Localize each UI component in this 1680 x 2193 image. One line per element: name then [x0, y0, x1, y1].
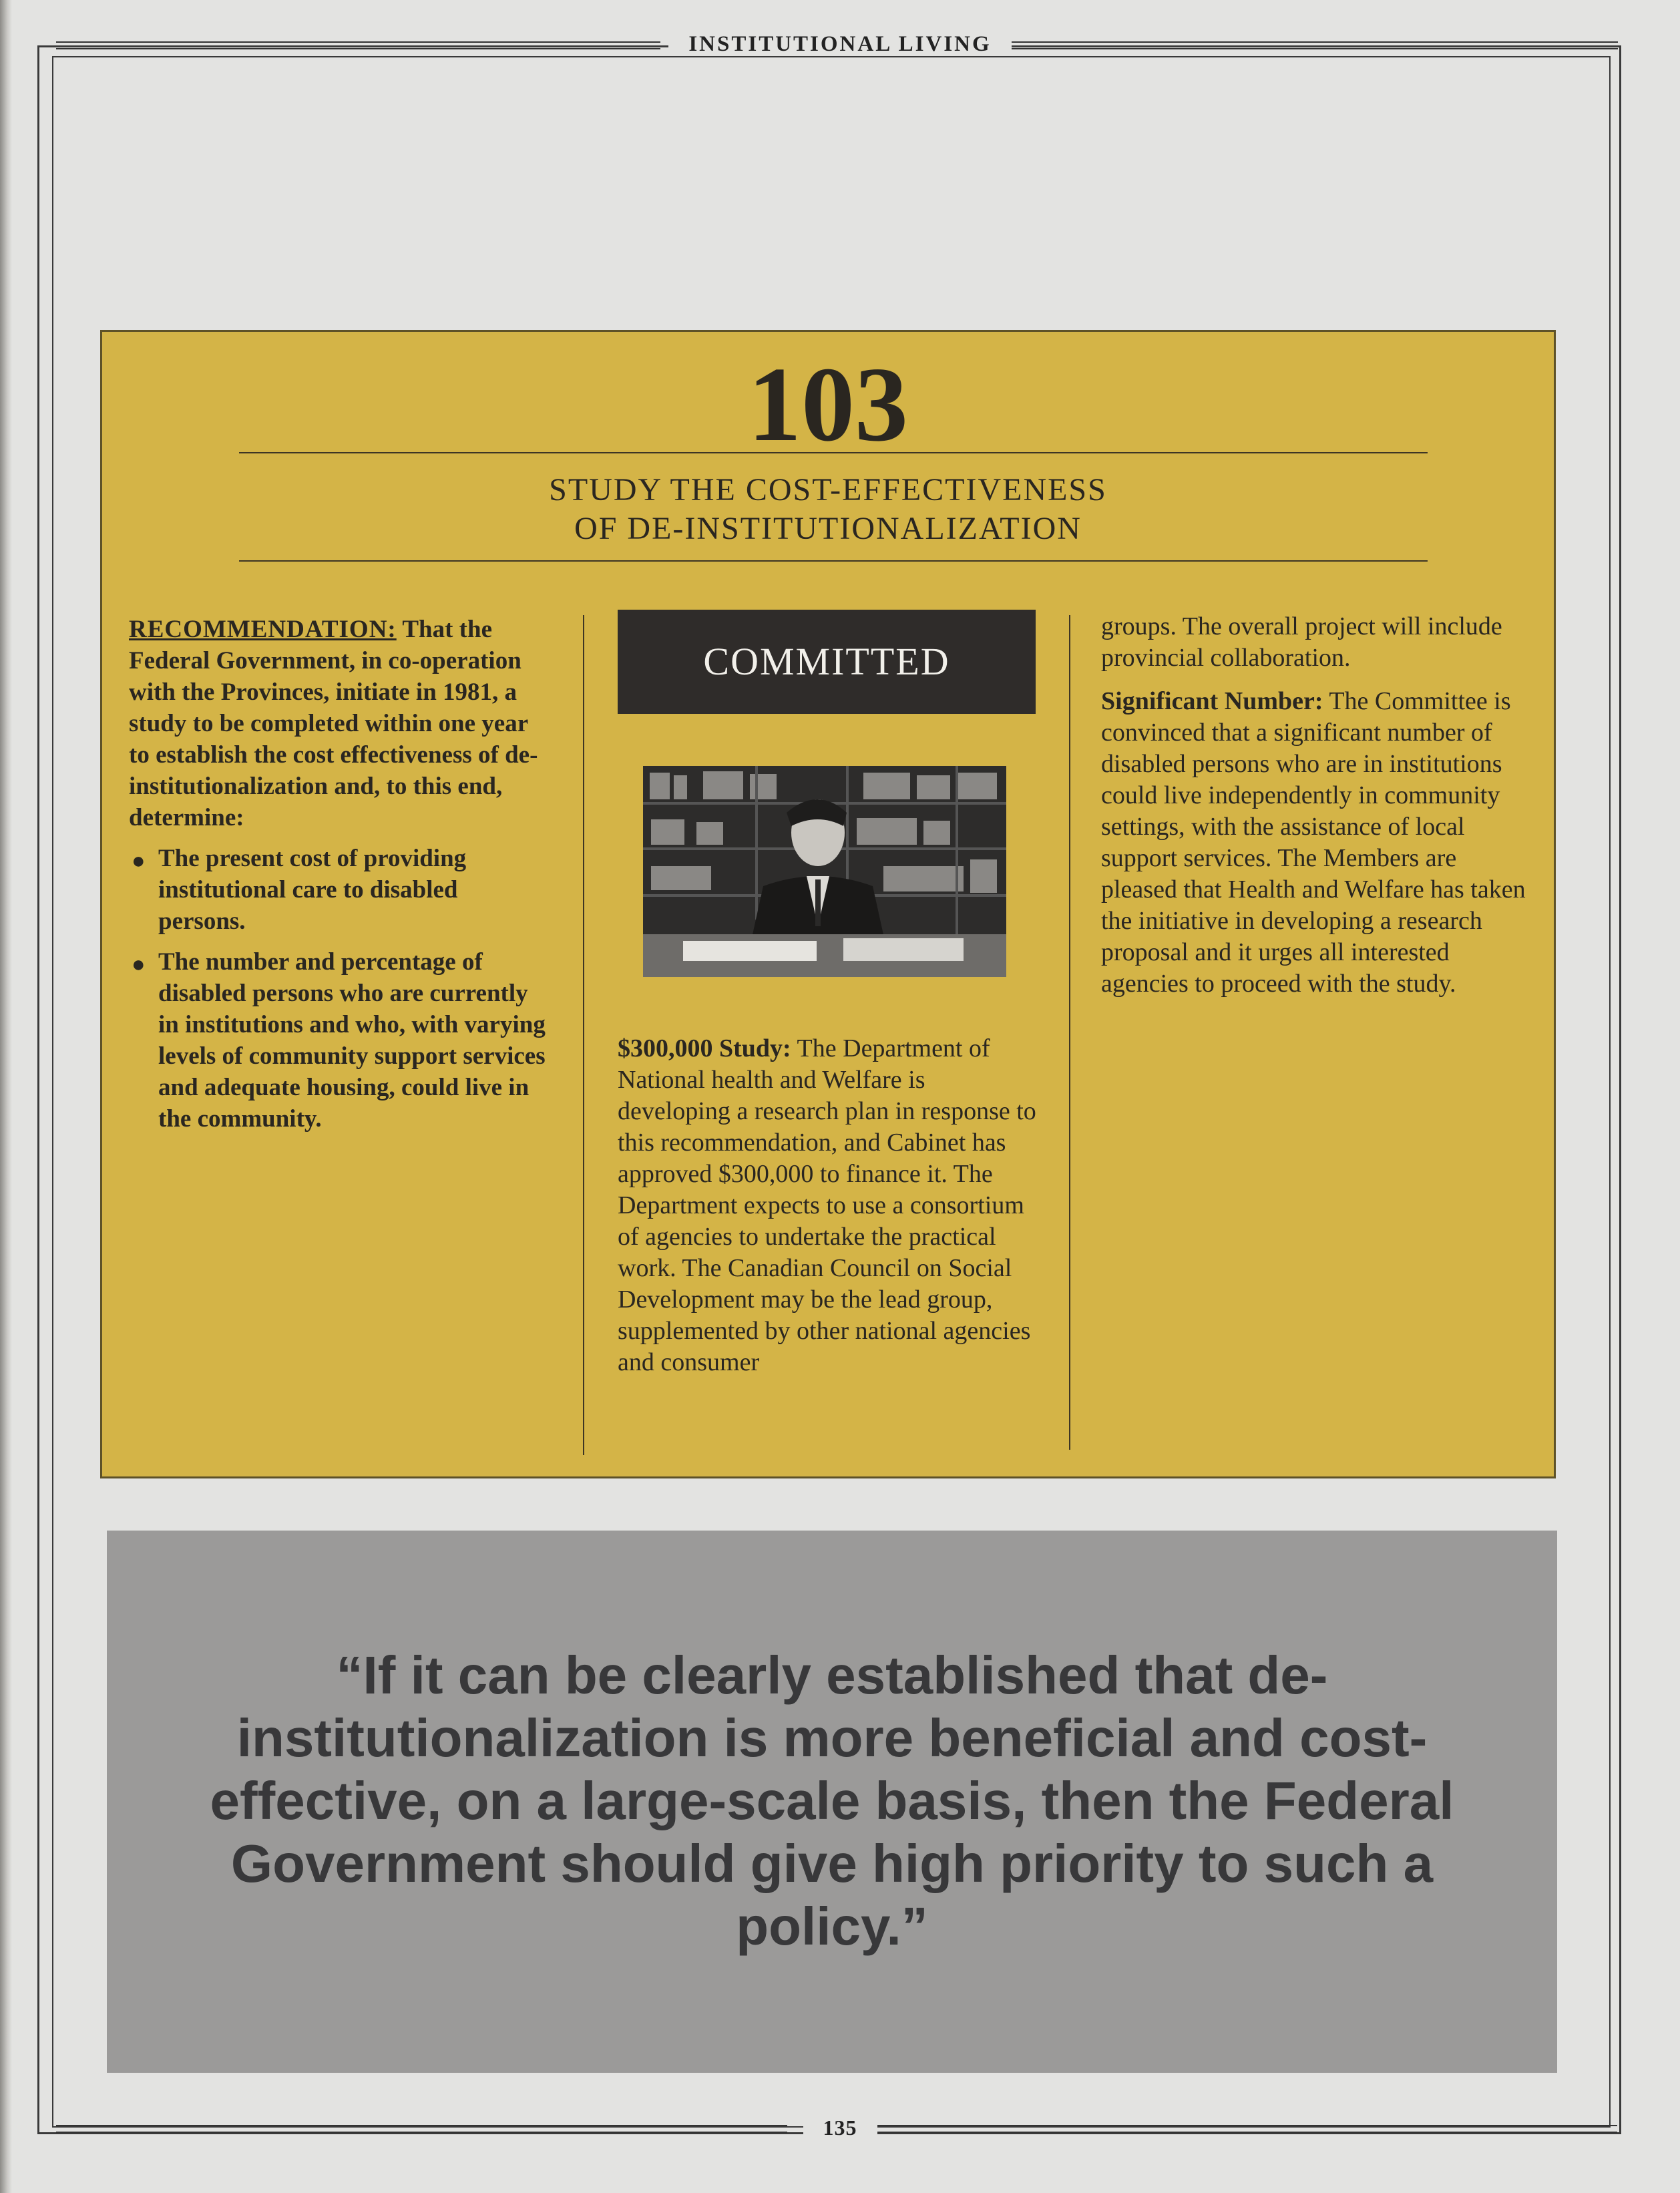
pull-quote-box [107, 1531, 1557, 2073]
running-head [0, 32, 1680, 57]
column-divider-left [583, 615, 584, 1455]
response-para1-continued: groups. The overall project will include provincial collaboration. [1101, 612, 1502, 672]
recommendation-text-column [129, 614, 551, 1144]
title-rule-bottom [239, 560, 1428, 562]
recommendation-lead: RECOMMENDATION: [129, 616, 397, 643]
recommendation-panel [100, 330, 1556, 1478]
response-column-middle [618, 1033, 1038, 1390]
title-rule-top [239, 452, 1428, 453]
list-item [129, 946, 551, 1135]
page-edge-shadow [0, 0, 12, 2193]
recommendation-body: That the Federal Government, in co-operation with the Provinces, initiate in 1981, a study to be completed within one year to establish the cost effectiveness of de-institutionalization and, to this end, determine: [129, 616, 538, 831]
running-head-rule-right [987, 41, 1618, 49]
column-divider-right [1069, 615, 1070, 1450]
status-badge: COMMITTED [618, 610, 1036, 714]
man-at-desk-photo [643, 766, 1006, 977]
response-column-right [1101, 611, 1528, 1012]
page-footer [0, 2116, 1680, 2140]
response-paragraph-1 [618, 1033, 1038, 1378]
recommendation-title-line1: STUDY THE COST-EFFECTIVENESS [549, 472, 1107, 508]
recommendation-title-line2: OF DE-INSTITUTIONALIZATION [574, 511, 1082, 546]
response-para1-lead: $300,000 Study: [618, 1034, 791, 1062]
running-head-rule-left [56, 41, 660, 49]
response-para2-lead: Significant Number: [1101, 687, 1323, 715]
response-para1-text: The Department of National health and Welfare is developing a research plan in response to this recommendation, and Cabinet has approved $300,000 to finance it. The Department expects to use a consortium of agencies to undertake the practical work. The Canadian Council on Social Development may be the lead group, supplemented by other national agencies and consumer [618, 1034, 1036, 1376]
list-item [129, 843, 551, 937]
determine-list [129, 843, 551, 1135]
footer-rule-right [868, 2125, 1617, 2133]
recommendation-number: 103 [748, 345, 908, 463]
running-head-text: INSTITUTIONAL LIVING [668, 32, 1011, 56]
page-number: 135 [803, 2116, 877, 2140]
response-para2-text: The Committee is convinced that a significant number of disabled persons who are in institutions could live independently in community settings, with the assistance of local support services. The Members are pleased that Health and Welfare has taken the initiative in developing a research proposal and it urges all interested agencies to proceed with the study. [1101, 687, 1526, 998]
list-item-text: The number and percentage of disabled persons who are currently in institutions and who, with varying levels of community support services and adequate housing, could live in the community. [158, 948, 546, 1133]
bullet-icon: ● [132, 952, 146, 977]
list-item-text: The present cost of providing institutional care to disabled persons. [158, 845, 467, 935]
response-paragraph-2 [1101, 686, 1528, 1000]
bullet-icon: ● [132, 849, 146, 873]
recommendation-title [102, 471, 1554, 548]
pull-quote: “If it can be clearly established that de-institutionalization is more beneficial and cost-effective, on a large-scale basis, then the Federal Government should give high priority to such a policy.” [210, 1645, 1454, 1956]
footer-rule-left [56, 2125, 787, 2133]
